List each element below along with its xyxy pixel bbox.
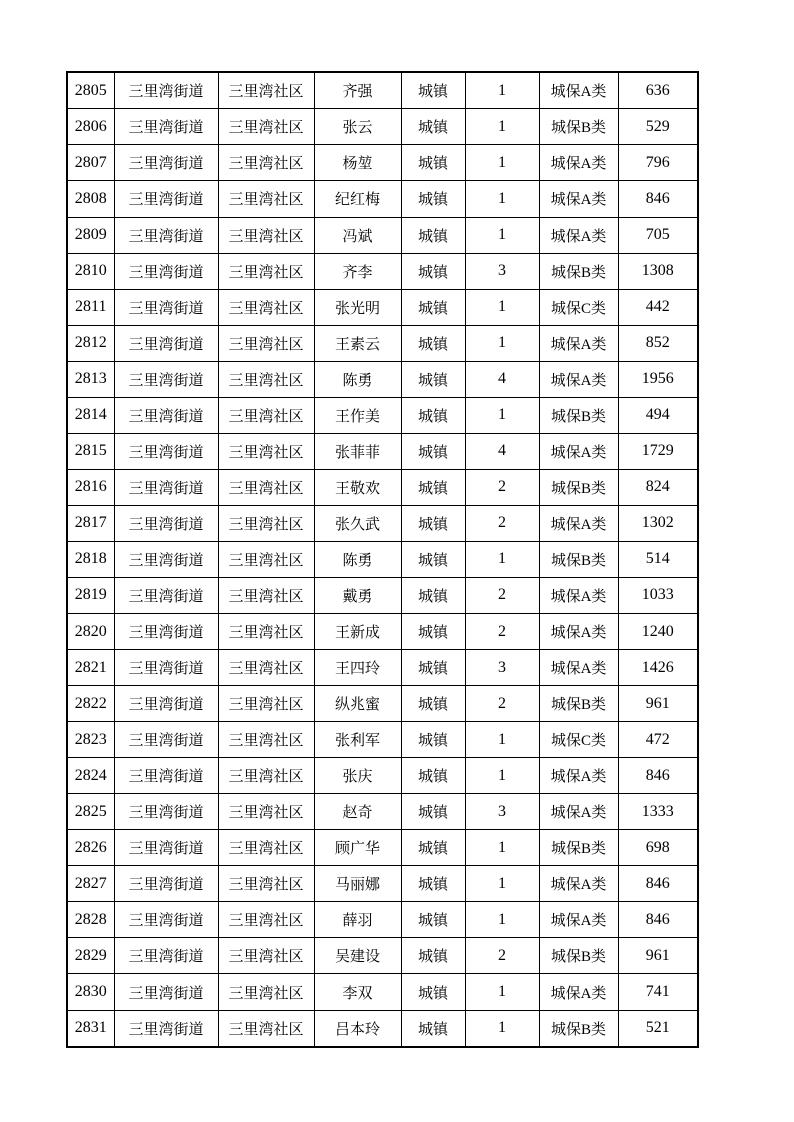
cell-amount: 852 [618,325,698,361]
cell-street: 三里湾街道 [114,469,218,505]
table-row [67,253,698,289]
cell-residence: 城镇 [401,145,465,181]
cell-community: 三里湾社区 [218,361,314,397]
cell-street: 三里湾街道 [114,217,218,253]
cell-serial: 2806 [67,109,114,145]
cell-community: 三里湾社区 [218,758,314,794]
cell-community: 三里湾社区 [218,181,314,217]
cell-count: 1 [465,181,539,217]
cell-category: 城保A类 [539,72,618,109]
cell-community: 三里湾社区 [218,902,314,938]
cell-category: 城保A类 [539,577,618,613]
cell-amount: 705 [618,217,698,253]
cell-count: 1 [465,325,539,361]
cell-amount: 1956 [618,361,698,397]
cell-street: 三里湾街道 [114,433,218,469]
cell-count: 1 [465,217,539,253]
table-row [67,72,698,109]
table-row [67,974,698,1010]
table-row [67,830,698,866]
cell-category: 城保B类 [539,686,618,722]
cell-name: 齐李 [314,253,401,289]
cell-category: 城保A类 [539,758,618,794]
cell-street: 三里湾街道 [114,577,218,613]
cell-residence: 城镇 [401,72,465,109]
cell-category: 城保B类 [539,253,618,289]
cell-name: 赵奇 [314,794,401,830]
cell-amount: 846 [618,866,698,902]
cell-category: 城保A类 [539,181,618,217]
cell-community: 三里湾社区 [218,650,314,686]
cell-name: 齐强 [314,72,401,109]
cell-amount: 1240 [618,614,698,650]
cell-name: 王四玲 [314,650,401,686]
cell-street: 三里湾街道 [114,72,218,109]
cell-street: 三里湾街道 [114,866,218,902]
table-row [67,505,698,541]
cell-amount: 1426 [618,650,698,686]
cell-serial: 2817 [67,505,114,541]
cell-serial: 2830 [67,974,114,1010]
cell-amount: 961 [618,938,698,974]
cell-name: 杨堃 [314,145,401,181]
cell-count: 2 [465,938,539,974]
cell-name: 吴建设 [314,938,401,974]
cell-name: 陈勇 [314,361,401,397]
table-row [67,217,698,253]
cell-street: 三里湾街道 [114,794,218,830]
cell-count: 2 [465,614,539,650]
cell-category: 城保B类 [539,469,618,505]
cell-amount: 698 [618,830,698,866]
cell-count: 1 [465,830,539,866]
cell-residence: 城镇 [401,541,465,577]
cell-name: 薛羽 [314,902,401,938]
cell-residence: 城镇 [401,469,465,505]
cell-residence: 城镇 [401,253,465,289]
cell-community: 三里湾社区 [218,505,314,541]
cell-street: 三里湾街道 [114,938,218,974]
cell-category: 城保A类 [539,866,618,902]
cell-street: 三里湾街道 [114,505,218,541]
cell-residence: 城镇 [401,325,465,361]
cell-residence: 城镇 [401,794,465,830]
cell-serial: 2809 [67,217,114,253]
cell-count: 1 [465,109,539,145]
cell-category: 城保A类 [539,325,618,361]
cell-serial: 2819 [67,577,114,613]
cell-amount: 846 [618,181,698,217]
cell-residence: 城镇 [401,902,465,938]
cell-amount: 1333 [618,794,698,830]
cell-serial: 2824 [67,758,114,794]
table-row [67,938,698,974]
cell-category: 城保A类 [539,505,618,541]
cell-street: 三里湾街道 [114,109,218,145]
table-row [67,614,698,650]
cell-name: 张久武 [314,505,401,541]
cell-amount: 1308 [618,253,698,289]
cell-name: 纵兆蜜 [314,686,401,722]
table-row [67,686,698,722]
cell-serial: 2813 [67,361,114,397]
cell-community: 三里湾社区 [218,433,314,469]
table-row [67,469,698,505]
cell-community: 三里湾社区 [218,145,314,181]
cell-street: 三里湾街道 [114,145,218,181]
cell-street: 三里湾街道 [114,541,218,577]
cell-amount: 521 [618,1010,698,1047]
cell-name: 张光明 [314,289,401,325]
cell-residence: 城镇 [401,181,465,217]
cell-community: 三里湾社区 [218,938,314,974]
cell-category: 城保C类 [539,722,618,758]
cell-category: 城保B类 [539,938,618,974]
cell-count: 1 [465,974,539,1010]
cell-street: 三里湾街道 [114,830,218,866]
table-row [67,181,698,217]
table-row [67,325,698,361]
cell-amount: 1302 [618,505,698,541]
cell-serial: 2805 [67,72,114,109]
cell-amount: 442 [618,289,698,325]
cell-count: 1 [465,722,539,758]
table-row [67,1010,698,1047]
cell-residence: 城镇 [401,433,465,469]
cell-category: 城保A类 [539,361,618,397]
cell-amount: 1033 [618,577,698,613]
cell-serial: 2822 [67,686,114,722]
cell-residence: 城镇 [401,577,465,613]
cell-category: 城保C类 [539,289,618,325]
cell-community: 三里湾社区 [218,614,314,650]
cell-count: 4 [465,433,539,469]
cell-count: 1 [465,541,539,577]
table-row [67,577,698,613]
cell-amount: 796 [618,145,698,181]
cell-name: 张菲菲 [314,433,401,469]
cell-community: 三里湾社区 [218,325,314,361]
cell-street: 三里湾街道 [114,722,218,758]
cell-residence: 城镇 [401,974,465,1010]
cell-category: 城保A类 [539,217,618,253]
cell-count: 2 [465,577,539,613]
cell-serial: 2826 [67,830,114,866]
cell-community: 三里湾社区 [218,866,314,902]
cell-amount: 529 [618,109,698,145]
cell-community: 三里湾社区 [218,469,314,505]
cell-residence: 城镇 [401,109,465,145]
cell-residence: 城镇 [401,830,465,866]
cell-name: 张庆 [314,758,401,794]
cell-street: 三里湾街道 [114,289,218,325]
cell-name: 陈勇 [314,541,401,577]
table-row [67,758,698,794]
cell-community: 三里湾社区 [218,722,314,758]
cell-community: 三里湾社区 [218,109,314,145]
cell-community: 三里湾社区 [218,1010,314,1047]
cell-community: 三里湾社区 [218,577,314,613]
cell-amount: 636 [618,72,698,109]
cell-serial: 2829 [67,938,114,974]
cell-amount: 824 [618,469,698,505]
cell-amount: 472 [618,722,698,758]
cell-category: 城保A类 [539,902,618,938]
cell-amount: 494 [618,397,698,433]
cell-residence: 城镇 [401,866,465,902]
cell-community: 三里湾社区 [218,253,314,289]
cell-category: 城保A类 [539,650,618,686]
cell-community: 三里湾社区 [218,974,314,1010]
cell-community: 三里湾社区 [218,217,314,253]
cell-category: 城保B类 [539,830,618,866]
cell-category: 城保A类 [539,145,618,181]
cell-amount: 741 [618,974,698,1010]
cell-community: 三里湾社区 [218,397,314,433]
cell-serial: 2816 [67,469,114,505]
cell-street: 三里湾街道 [114,325,218,361]
cell-category: 城保B类 [539,397,618,433]
cell-residence: 城镇 [401,397,465,433]
cell-residence: 城镇 [401,650,465,686]
cell-residence: 城镇 [401,505,465,541]
cell-street: 三里湾街道 [114,181,218,217]
cell-count: 1 [465,866,539,902]
cell-count: 1 [465,902,539,938]
cell-serial: 2821 [67,650,114,686]
cell-name: 王敬欢 [314,469,401,505]
cell-community: 三里湾社区 [218,794,314,830]
cell-name: 王新成 [314,614,401,650]
cell-serial: 2825 [67,794,114,830]
cell-community: 三里湾社区 [218,72,314,109]
cell-count: 3 [465,794,539,830]
cell-residence: 城镇 [401,1010,465,1047]
cell-street: 三里湾街道 [114,614,218,650]
cell-serial: 2808 [67,181,114,217]
cell-community: 三里湾社区 [218,686,314,722]
table-row [67,866,698,902]
cell-name: 李双 [314,974,401,1010]
table-row [67,794,698,830]
table-row [67,650,698,686]
cell-count: 1 [465,758,539,794]
cell-serial: 2814 [67,397,114,433]
cell-name: 马丽娜 [314,866,401,902]
table-row [67,289,698,325]
cell-residence: 城镇 [401,722,465,758]
cell-residence: 城镇 [401,758,465,794]
cell-name: 戴勇 [314,577,401,613]
cell-serial: 2811 [67,289,114,325]
cell-residence: 城镇 [401,289,465,325]
cell-street: 三里湾街道 [114,974,218,1010]
table-row [67,145,698,181]
cell-category: 城保B类 [539,1010,618,1047]
cell-street: 三里湾街道 [114,758,218,794]
cell-street: 三里湾街道 [114,686,218,722]
cell-count: 1 [465,289,539,325]
cell-count: 2 [465,505,539,541]
cell-name: 张云 [314,109,401,145]
cell-name: 王作美 [314,397,401,433]
cell-serial: 2828 [67,902,114,938]
cell-name: 顾广华 [314,830,401,866]
cell-category: 城保A类 [539,794,618,830]
table-row [67,361,698,397]
cell-serial: 2820 [67,614,114,650]
cell-community: 三里湾社区 [218,541,314,577]
cell-street: 三里湾街道 [114,253,218,289]
cell-category: 城保B类 [539,541,618,577]
cell-name: 吕本玲 [314,1010,401,1047]
cell-count: 3 [465,253,539,289]
table-row [67,397,698,433]
cell-serial: 2815 [67,433,114,469]
cell-serial: 2818 [67,541,114,577]
cell-amount: 846 [618,758,698,794]
cell-count: 4 [465,361,539,397]
cell-count: 1 [465,1010,539,1047]
cell-category: 城保B类 [539,109,618,145]
cell-count: 3 [465,650,539,686]
cell-street: 三里湾街道 [114,361,218,397]
cell-serial: 2807 [67,145,114,181]
cell-serial: 2823 [67,722,114,758]
cell-amount: 514 [618,541,698,577]
cell-amount: 961 [618,686,698,722]
cell-count: 1 [465,145,539,181]
cell-name: 冯斌 [314,217,401,253]
cell-residence: 城镇 [401,217,465,253]
cell-residence: 城镇 [401,938,465,974]
cell-name: 张利军 [314,722,401,758]
cell-count: 1 [465,72,539,109]
cell-serial: 2812 [67,325,114,361]
cell-name: 王素云 [314,325,401,361]
table-row [67,902,698,938]
cell-street: 三里湾街道 [114,397,218,433]
cell-amount: 1729 [618,433,698,469]
cell-residence: 城镇 [401,361,465,397]
cell-serial: 2810 [67,253,114,289]
cell-count: 1 [465,397,539,433]
cell-category: 城保A类 [539,433,618,469]
cell-serial: 2827 [67,866,114,902]
table-row [67,541,698,577]
cell-amount: 846 [618,902,698,938]
table-row [67,722,698,758]
table-row [67,433,698,469]
cell-count: 2 [465,469,539,505]
cell-residence: 城镇 [401,686,465,722]
cell-count: 2 [465,686,539,722]
cell-serial: 2831 [67,1010,114,1047]
cell-street: 三里湾街道 [114,1010,218,1047]
table-body [67,72,698,1047]
cell-category: 城保A类 [539,614,618,650]
table-row [67,109,698,145]
cell-community: 三里湾社区 [218,830,314,866]
cell-street: 三里湾街道 [114,902,218,938]
cell-residence: 城镇 [401,614,465,650]
benefits-table [66,71,699,1048]
cell-street: 三里湾街道 [114,650,218,686]
cell-name: 纪红梅 [314,181,401,217]
cell-community: 三里湾社区 [218,289,314,325]
cell-category: 城保A类 [539,974,618,1010]
